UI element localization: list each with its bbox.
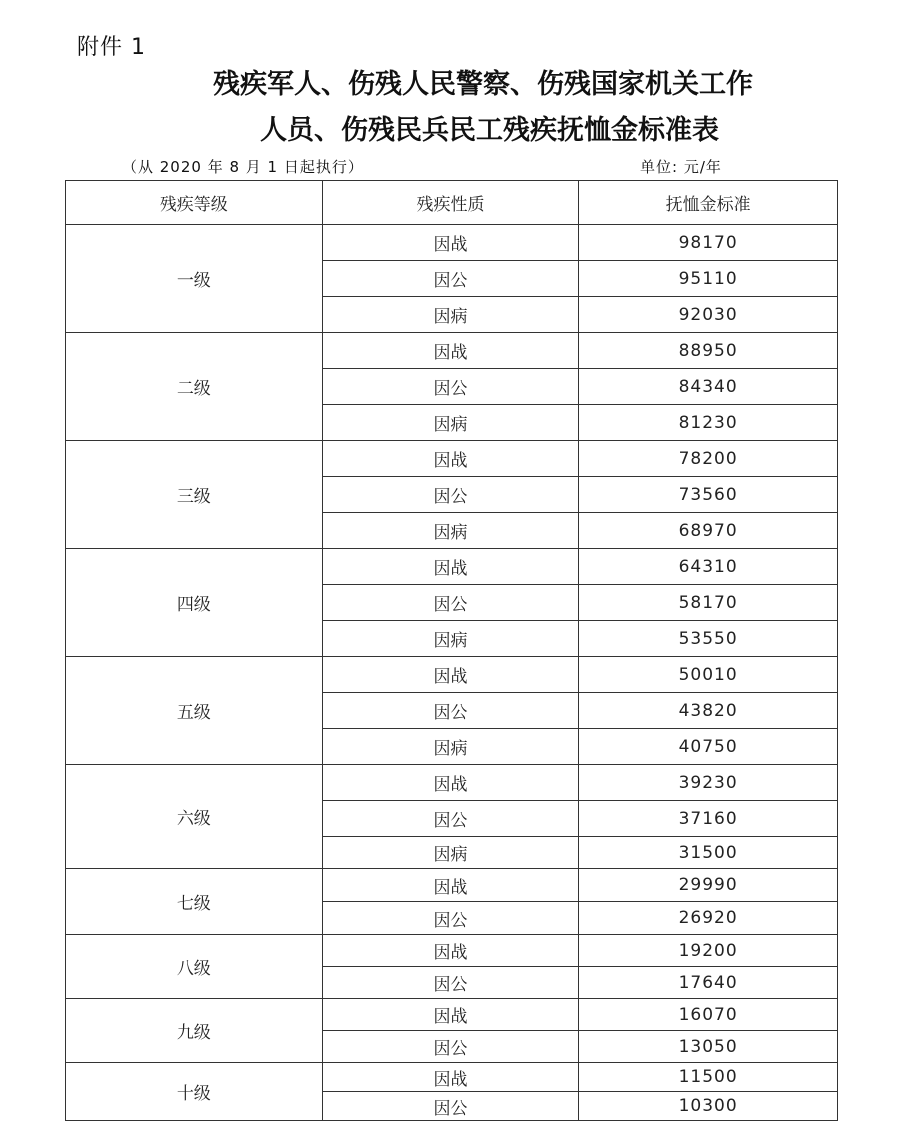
level-cell: 五级: [66, 657, 323, 765]
amount-cell: 88950: [579, 333, 838, 369]
table-row: [66, 1063, 838, 1092]
level-cell: 三级: [66, 441, 323, 549]
table-row: [66, 657, 838, 693]
amount-cell: 58170: [579, 585, 838, 621]
header-amount: 抚恤金标准: [579, 181, 838, 225]
amount-cell: 95110: [579, 261, 838, 297]
nature-cell: 因战: [322, 225, 579, 261]
amount-cell: 17640: [579, 967, 838, 999]
nature-cell: 因公: [322, 585, 579, 621]
nature-cell: 因公: [322, 369, 579, 405]
table-row: [66, 999, 838, 1031]
nature-cell: 因战: [322, 549, 579, 585]
unit-label: 单位: 元/年: [640, 158, 722, 176]
nature-cell: 因战: [322, 765, 579, 801]
amount-cell: 50010: [579, 657, 838, 693]
amount-cell: 19200: [579, 935, 838, 967]
nature-cell: 因公: [322, 801, 579, 837]
amount-cell: 53550: [579, 621, 838, 657]
nature-cell: 因公: [322, 477, 579, 513]
nature-cell: 因公: [322, 1031, 579, 1063]
amount-cell: 37160: [579, 801, 838, 837]
nature-cell: 因战: [322, 657, 579, 693]
amount-cell: 98170: [579, 225, 838, 261]
effective-date-note: （从 2020 年 8 月 1 日起执行）: [122, 158, 364, 176]
amount-cell: 68970: [579, 513, 838, 549]
attachment-label: 附件 1: [77, 35, 146, 60]
amount-cell: 43820: [579, 693, 838, 729]
amount-cell: 78200: [579, 441, 838, 477]
level-cell: 九级: [66, 999, 323, 1063]
pension-standard-table: [65, 180, 838, 1121]
nature-cell: 因公: [322, 967, 579, 999]
nature-cell: 因公: [322, 261, 579, 297]
nature-cell: 因战: [322, 333, 579, 369]
amount-cell: 10300: [579, 1092, 838, 1121]
level-cell: 八级: [66, 935, 323, 999]
amount-cell: 13050: [579, 1031, 838, 1063]
nature-cell: 因战: [322, 1063, 579, 1092]
nature-cell: 因战: [322, 999, 579, 1031]
amount-cell: 81230: [579, 405, 838, 441]
header-nature: 残疾性质: [322, 181, 579, 225]
table-row: [66, 333, 838, 369]
table-row: [66, 225, 838, 261]
table-row: [66, 549, 838, 585]
table-meta: [0, 156, 904, 180]
amount-cell: 29990: [579, 869, 838, 902]
nature-cell: 因病: [322, 837, 579, 869]
title-line-1: 残疾军人、伤残人民警察、伤残国家机关工作: [213, 69, 753, 100]
amount-cell: 40750: [579, 729, 838, 765]
nature-cell: 因公: [322, 693, 579, 729]
table-row: [66, 441, 838, 477]
amount-cell: 26920: [579, 902, 838, 935]
nature-cell: 因公: [322, 1092, 579, 1121]
amount-cell: 73560: [579, 477, 838, 513]
table-row: [66, 869, 838, 902]
nature-cell: 因病: [322, 621, 579, 657]
amount-cell: 84340: [579, 369, 838, 405]
nature-cell: 因战: [322, 869, 579, 902]
level-cell: 二级: [66, 333, 323, 441]
amount-cell: 39230: [579, 765, 838, 801]
amount-cell: 64310: [579, 549, 838, 585]
amount-cell: 31500: [579, 837, 838, 869]
level-cell: 四级: [66, 549, 323, 657]
table-body: [66, 225, 838, 1121]
level-cell: 十级: [66, 1063, 323, 1121]
amount-cell: 16070: [579, 999, 838, 1031]
nature-cell: 因病: [322, 405, 579, 441]
nature-cell: 因战: [322, 935, 579, 967]
title-line-2: 人员、伤残民兵民工残疾抚恤金标准表: [260, 115, 719, 146]
level-cell: 一级: [66, 225, 323, 333]
level-cell: 七级: [66, 869, 323, 935]
amount-cell: 92030: [579, 297, 838, 333]
table-row: [66, 765, 838, 801]
nature-cell: 因病: [322, 729, 579, 765]
table-row: [66, 935, 838, 967]
nature-cell: 因病: [322, 297, 579, 333]
table-header-row: [66, 181, 838, 225]
nature-cell: 因公: [322, 902, 579, 935]
level-cell: 六级: [66, 765, 323, 869]
header-level: 残疾等级: [66, 181, 323, 225]
nature-cell: 因战: [322, 441, 579, 477]
nature-cell: 因病: [322, 513, 579, 549]
amount-cell: 11500: [579, 1063, 838, 1092]
